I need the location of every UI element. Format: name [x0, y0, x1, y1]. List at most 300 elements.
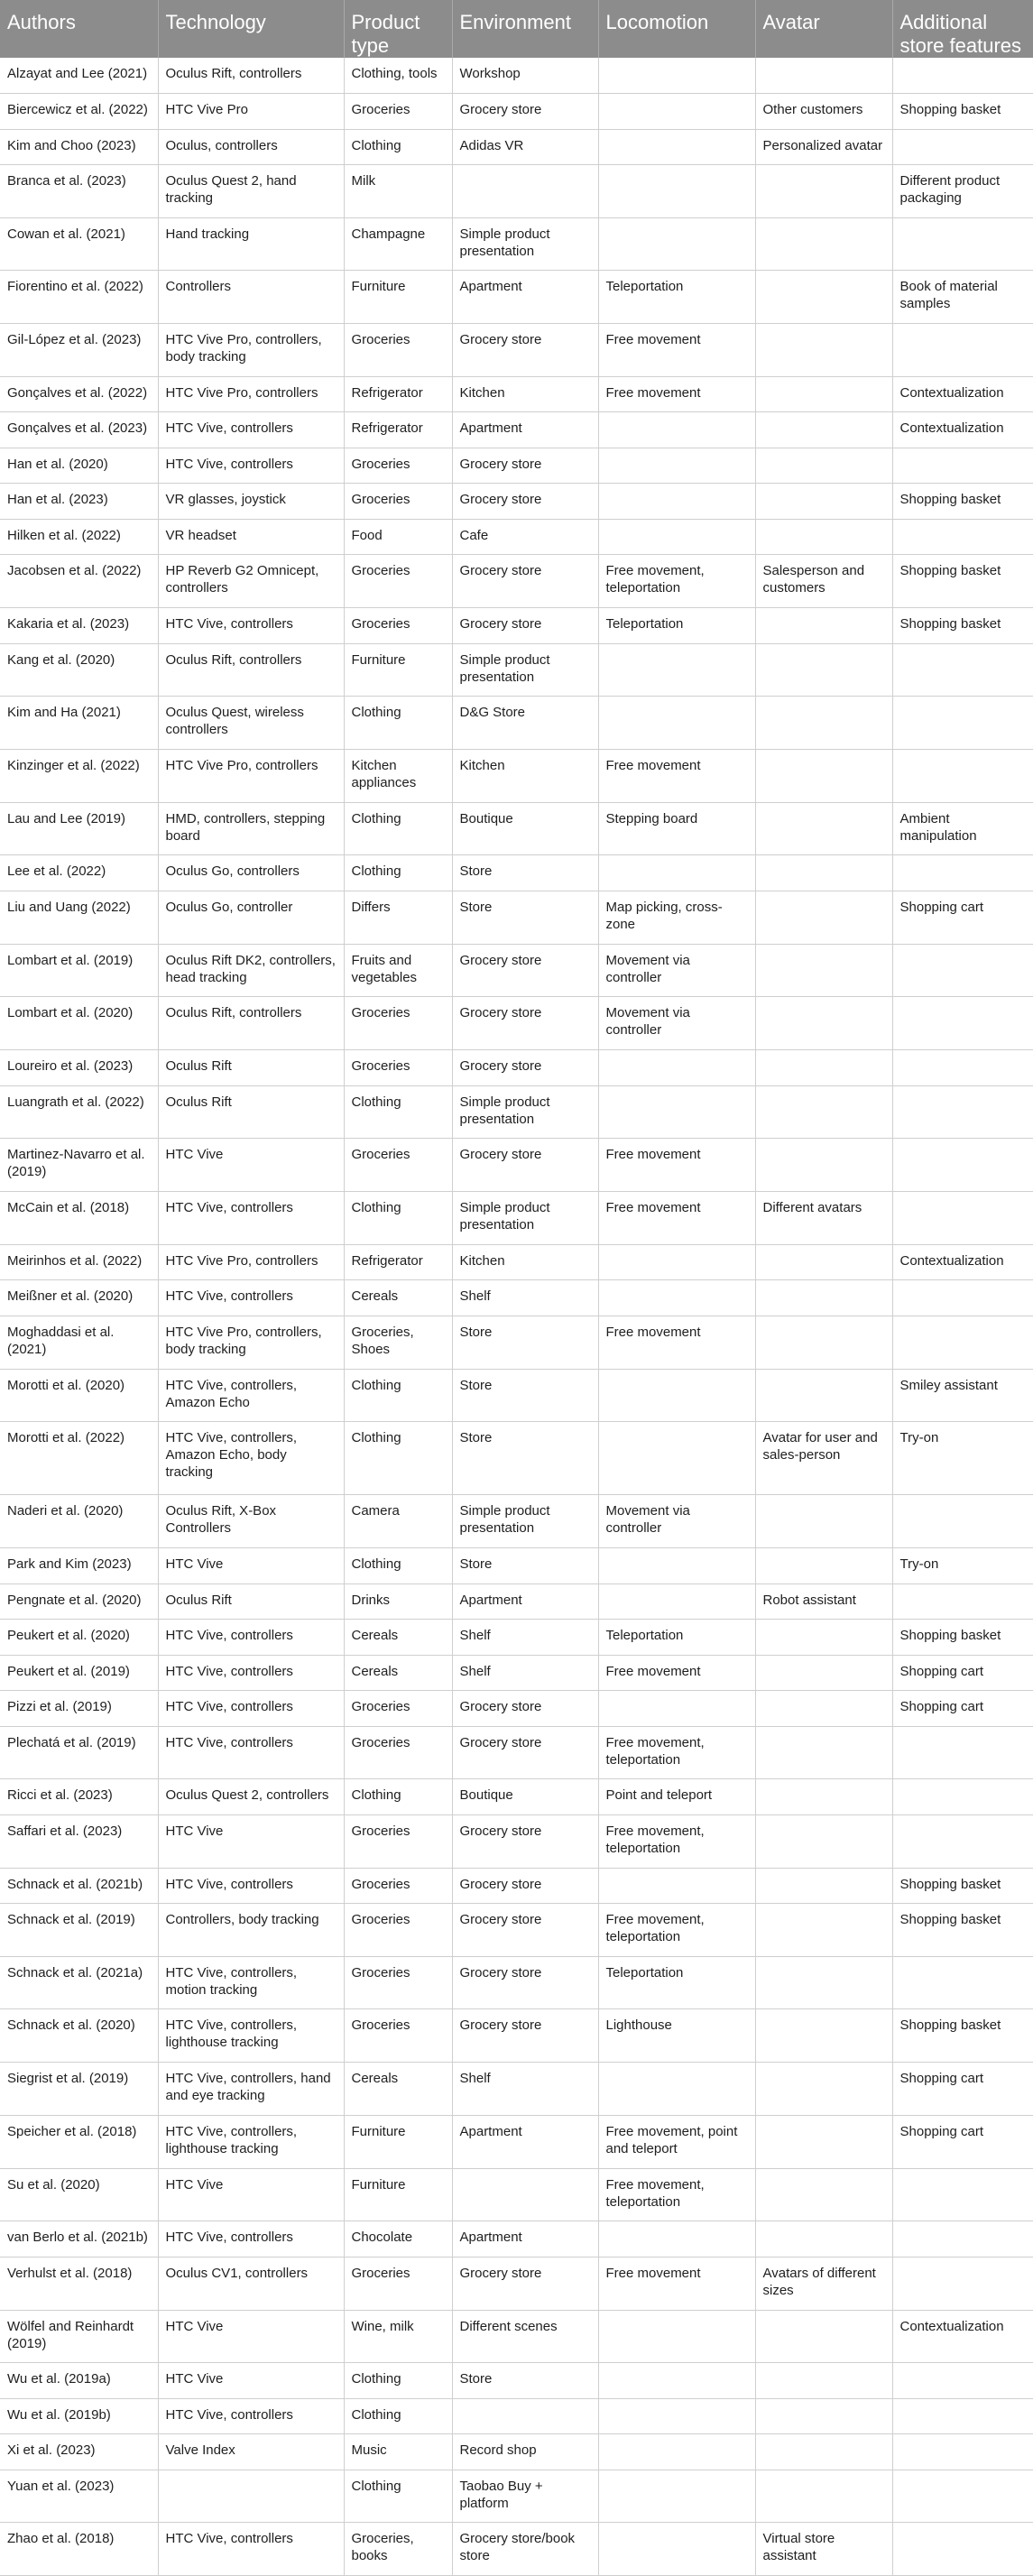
header-technology: Technology	[158, 0, 344, 58]
table-row	[0, 1726, 1033, 1779]
cell-environment: Store	[452, 1422, 598, 1495]
cell-locomotion: Free movement	[598, 2257, 755, 2310]
cell-locomotion: Free movement	[598, 1316, 755, 1369]
cell-technology: Oculus Rift	[158, 1583, 344, 1620]
cell-environment: Apartment	[452, 271, 598, 324]
table-row	[0, 2115, 1033, 2168]
cell-environment: Simple product presentation	[452, 643, 598, 697]
cell-authors: Speicher et al. (2018)	[0, 2115, 158, 2168]
cell-locomotion	[598, 58, 755, 94]
cell-locomotion	[598, 2363, 755, 2399]
table-row	[0, 2398, 1033, 2434]
cell-avatar	[755, 643, 892, 697]
cell-additional-store-features: Shopping cart	[892, 891, 1033, 944]
cell-locomotion: Teleportation	[598, 608, 755, 644]
header-product-type: Product type	[344, 0, 452, 58]
table-row	[0, 643, 1033, 697]
table-row	[0, 944, 1033, 997]
cell-authors: Fiorentino et al. (2022)	[0, 271, 158, 324]
cell-technology: Oculus, controllers	[158, 129, 344, 165]
cell-technology: HTC Vive Pro, controllers	[158, 1244, 344, 1280]
cell-avatar	[755, 2221, 892, 2257]
cell-additional-store-features: Shopping cart	[892, 2115, 1033, 2168]
cell-avatar	[755, 1620, 892, 1656]
cell-avatar	[755, 2398, 892, 2434]
cell-product-type: Clothing, tools	[344, 58, 452, 94]
cell-environment: Different scenes	[452, 2310, 598, 2363]
cell-authors: Meißner et al. (2020)	[0, 1280, 158, 1316]
table-row	[0, 1085, 1033, 1139]
cell-product-type: Cereals	[344, 1620, 452, 1656]
cell-environment: Grocery store	[452, 1139, 598, 1192]
cell-technology: Oculus Rift	[158, 1050, 344, 1086]
header-locomotion: Locomotion	[598, 0, 755, 58]
cell-environment: Apartment	[452, 2115, 598, 2168]
cell-environment	[452, 2398, 598, 2434]
cell-authors: Loureiro et al. (2023)	[0, 1050, 158, 1086]
cell-additional-store-features	[892, 2168, 1033, 2221]
cell-technology: HTC Vive	[158, 2363, 344, 2399]
cell-locomotion: Movement via controller	[598, 1495, 755, 1548]
cell-product-type: Groceries	[344, 1691, 452, 1727]
cell-product-type: Groceries	[344, 324, 452, 377]
cell-technology: HTC Vive, controllers	[158, 1726, 344, 1779]
cell-technology: HTC Vive, controllers, hand and eye tracking	[158, 2063, 344, 2116]
cell-environment: Kitchen	[452, 1244, 598, 1280]
cell-avatar	[755, 891, 892, 944]
table-row	[0, 2221, 1033, 2257]
cell-authors: Morotti et al. (2022)	[0, 1422, 158, 1495]
table-row	[0, 891, 1033, 944]
cell-technology: HTC Vive, controllers	[158, 2398, 344, 2434]
cell-product-type: Groceries	[344, 484, 452, 520]
cell-additional-store-features	[892, 1726, 1033, 1779]
cell-technology: HP Reverb G2 Omnicept, controllers	[158, 555, 344, 608]
cell-authors: Jacobsen et al. (2022)	[0, 555, 158, 608]
cell-technology: Oculus Quest 2, hand tracking	[158, 165, 344, 218]
cell-additional-store-features	[892, 1280, 1033, 1316]
cell-additional-store-features	[892, 1085, 1033, 1139]
cell-technology: HTC Vive, controllers	[158, 2523, 344, 2576]
table-row	[0, 750, 1033, 803]
cell-locomotion	[598, 2310, 755, 2363]
cell-product-type: Fruits and vegetables	[344, 944, 452, 997]
cell-authors: Kim and Choo (2023)	[0, 129, 158, 165]
cell-additional-store-features: Contextualization	[892, 2310, 1033, 2363]
table-row	[0, 2363, 1033, 2399]
table-row	[0, 129, 1033, 165]
cell-environment: Apartment	[452, 2221, 598, 2257]
cell-product-type: Cereals	[344, 2063, 452, 2116]
cell-avatar	[755, 1050, 892, 1086]
cell-additional-store-features	[892, 944, 1033, 997]
cell-additional-store-features: Book of material samples	[892, 271, 1033, 324]
cell-product-type: Refrigerator	[344, 376, 452, 412]
cell-product-type: Food	[344, 519, 452, 555]
cell-locomotion	[598, 1422, 755, 1495]
cell-locomotion	[598, 697, 755, 750]
cell-technology: Controllers, body tracking	[158, 1904, 344, 1957]
cell-environment: Grocery store	[452, 1814, 598, 1868]
cell-additional-store-features: Shopping cart	[892, 1691, 1033, 1727]
cell-authors: Wu et al. (2019b)	[0, 2398, 158, 2434]
cell-environment: Boutique	[452, 802, 598, 855]
cell-avatar: Virtual store assistant	[755, 2523, 892, 2576]
cell-environment: Store	[452, 1548, 598, 1584]
cell-technology: HTC Vive	[158, 1139, 344, 1192]
cell-authors: Branca et al. (2023)	[0, 165, 158, 218]
cell-environment: Simple product presentation	[452, 1495, 598, 1548]
cell-authors: Pizzi et al. (2019)	[0, 1691, 158, 1727]
cell-product-type: Groceries	[344, 608, 452, 644]
cell-authors: Kakaria et al. (2023)	[0, 608, 158, 644]
cell-authors: Schnack et al. (2021b)	[0, 1868, 158, 1904]
cell-technology: HTC Vive, controllers	[158, 1868, 344, 1904]
cell-authors: Gonçalves et al. (2023)	[0, 412, 158, 448]
cell-environment: Shelf	[452, 1655, 598, 1691]
cell-authors: Naderi et al. (2020)	[0, 1495, 158, 1548]
cell-product-type: Clothing	[344, 2470, 452, 2523]
cell-additional-store-features	[892, 2363, 1033, 2399]
cell-authors: Xi et al. (2023)	[0, 2434, 158, 2470]
cell-product-type: Clothing	[344, 1085, 452, 1139]
cell-authors: Lee et al. (2022)	[0, 855, 158, 891]
cell-avatar	[755, 448, 892, 484]
cell-technology: HTC Vive, controllers	[158, 1192, 344, 1245]
cell-additional-store-features	[892, 1139, 1033, 1192]
cell-locomotion: Stepping board	[598, 802, 755, 855]
table-row	[0, 217, 1033, 271]
cell-avatar: Salesperson and customers	[755, 555, 892, 608]
cell-locomotion: Lighthouse	[598, 2009, 755, 2063]
cell-locomotion	[598, 1369, 755, 1422]
cell-product-type: Refrigerator	[344, 412, 452, 448]
cell-locomotion	[598, 484, 755, 520]
cell-technology: Oculus Rift, controllers	[158, 997, 344, 1050]
cell-avatar	[755, 944, 892, 997]
cell-avatar	[755, 519, 892, 555]
cell-avatar	[755, 484, 892, 520]
table-row	[0, 1956, 1033, 2009]
cell-authors: Lombart et al. (2020)	[0, 997, 158, 1050]
cell-technology: HTC Vive, controllers, lighthouse tracking	[158, 2115, 344, 2168]
cell-technology: HTC Vive, controllers	[158, 1280, 344, 1316]
cell-authors: Yuan et al. (2023)	[0, 2470, 158, 2523]
cell-avatar	[755, 2168, 892, 2221]
table-row	[0, 2257, 1033, 2310]
cell-locomotion	[598, 129, 755, 165]
cell-authors: Moghaddasi et al. (2021)	[0, 1316, 158, 1369]
cell-technology: HMD, controllers, stepping board	[158, 802, 344, 855]
cell-authors: Kim and Ha (2021)	[0, 697, 158, 750]
cell-product-type: Music	[344, 2434, 452, 2470]
table-row	[0, 2434, 1033, 2470]
cell-technology: Oculus Quest 2, controllers	[158, 1779, 344, 1815]
cell-product-type: Clothing	[344, 802, 452, 855]
cell-authors: Lau and Lee (2019)	[0, 802, 158, 855]
cell-environment: Store	[452, 1369, 598, 1422]
cell-technology: VR headset	[158, 519, 344, 555]
cell-authors: Peukert et al. (2020)	[0, 1620, 158, 1656]
header-row	[0, 0, 1033, 58]
table-row	[0, 1422, 1033, 1495]
cell-product-type: Groceries	[344, 448, 452, 484]
cell-product-type: Clothing	[344, 2363, 452, 2399]
table-row	[0, 1369, 1033, 1422]
cell-environment: Shelf	[452, 1280, 598, 1316]
cell-avatar	[755, 1726, 892, 1779]
cell-technology: HTC Vive	[158, 1814, 344, 1868]
cell-locomotion: Free movement	[598, 750, 755, 803]
cell-additional-store-features: Smiley assistant	[892, 1369, 1033, 1422]
cell-environment: Simple product presentation	[452, 217, 598, 271]
cell-avatar	[755, 1280, 892, 1316]
cell-environment: Grocery store	[452, 1691, 598, 1727]
table-row	[0, 1655, 1033, 1691]
cell-environment: Grocery store	[452, 1726, 598, 1779]
table-header	[0, 0, 1033, 58]
cell-avatar	[755, 1316, 892, 1369]
cell-avatar	[755, 608, 892, 644]
table-row	[0, 1050, 1033, 1086]
table-row	[0, 697, 1033, 750]
cell-avatar	[755, 2434, 892, 2470]
table-row	[0, 855, 1033, 891]
cell-avatar: Other customers	[755, 94, 892, 130]
cell-technology: HTC Vive, controllers	[158, 2221, 344, 2257]
cell-locomotion	[598, 165, 755, 218]
table-row	[0, 1548, 1033, 1584]
cell-additional-store-features: Shopping cart	[892, 1655, 1033, 1691]
cell-environment: Shelf	[452, 2063, 598, 2116]
cell-environment: Store	[452, 2363, 598, 2399]
cell-avatar	[755, 1691, 892, 1727]
cell-technology: Oculus Rift, controllers	[158, 643, 344, 697]
cell-additional-store-features: Shopping basket	[892, 2009, 1033, 2063]
cell-product-type: Furniture	[344, 2168, 452, 2221]
cell-environment	[452, 2168, 598, 2221]
cell-additional-store-features	[892, 1583, 1033, 1620]
cell-avatar	[755, 412, 892, 448]
cell-additional-store-features	[892, 643, 1033, 697]
cell-authors: Schnack et al. (2021a)	[0, 1956, 158, 2009]
cell-environment: Grocery store	[452, 2009, 598, 2063]
cell-authors: Park and Kim (2023)	[0, 1548, 158, 1584]
cell-additional-store-features: Try-on	[892, 1548, 1033, 1584]
cell-environment: Store	[452, 1316, 598, 1369]
table-row	[0, 1192, 1033, 1245]
cell-avatar	[755, 1495, 892, 1548]
cell-avatar	[755, 1904, 892, 1957]
cell-locomotion	[598, 519, 755, 555]
table-row	[0, 1244, 1033, 1280]
cell-additional-store-features	[892, 2470, 1033, 2523]
cell-authors: Kinzinger et al. (2022)	[0, 750, 158, 803]
cell-technology: HTC Vive, controllers	[158, 412, 344, 448]
cell-environment: Kitchen	[452, 376, 598, 412]
cell-additional-store-features	[892, 1050, 1033, 1086]
table-row	[0, 412, 1033, 448]
cell-avatar	[755, 1085, 892, 1139]
table-row	[0, 58, 1033, 94]
cell-product-type: Groceries	[344, 555, 452, 608]
cell-product-type: Clothing	[344, 697, 452, 750]
cell-avatar	[755, 697, 892, 750]
table-row	[0, 94, 1033, 130]
cell-locomotion	[598, 217, 755, 271]
cell-product-type: Clothing	[344, 1548, 452, 1584]
cell-avatar	[755, 2063, 892, 2116]
cell-product-type: Milk	[344, 165, 452, 218]
cell-additional-store-features	[892, 750, 1033, 803]
cell-technology: HTC Vive, controllers, lighthouse tracking	[158, 2009, 344, 2063]
cell-avatar	[755, 2009, 892, 2063]
cell-environment: D&G Store	[452, 697, 598, 750]
cell-authors: van Berlo et al. (2021b)	[0, 2221, 158, 2257]
cell-locomotion	[598, 2398, 755, 2434]
cell-avatar	[755, 1139, 892, 1192]
header-additional-store-features: Additional store features	[892, 0, 1033, 58]
cell-locomotion: Map picking, cross-zone	[598, 891, 755, 944]
cell-additional-store-features: Contextualization	[892, 1244, 1033, 1280]
cell-locomotion	[598, 2063, 755, 2116]
cell-locomotion	[598, 94, 755, 130]
cell-additional-store-features	[892, 697, 1033, 750]
cell-locomotion	[598, 1280, 755, 1316]
cell-environment: Grocery store	[452, 94, 598, 130]
cell-avatar: Avatars of different sizes	[755, 2257, 892, 2310]
cell-product-type: Groceries	[344, 1904, 452, 1957]
cell-avatar: Different avatars	[755, 1192, 892, 1245]
cell-authors: Verhulst et al. (2018)	[0, 2257, 158, 2310]
cell-product-type: Groceries	[344, 2009, 452, 2063]
cell-locomotion	[598, 1868, 755, 1904]
cell-additional-store-features	[892, 1779, 1033, 1815]
cell-additional-store-features	[892, 855, 1033, 891]
cell-locomotion	[598, 2434, 755, 2470]
cell-product-type: Groceries	[344, 1956, 452, 2009]
table-row	[0, 2168, 1033, 2221]
cell-technology: Valve Index	[158, 2434, 344, 2470]
cell-product-type: Clothing	[344, 1369, 452, 1422]
cell-product-type: Groceries	[344, 2257, 452, 2310]
table-row	[0, 2470, 1033, 2523]
cell-avatar	[755, 1548, 892, 1584]
cell-environment: Grocery store	[452, 324, 598, 377]
cell-environment: Grocery store	[452, 944, 598, 997]
cell-authors: Wölfel and Reinhardt (2019)	[0, 2310, 158, 2363]
cell-avatar	[755, 750, 892, 803]
cell-avatar	[755, 2363, 892, 2399]
cell-technology: HTC Vive, controllers, Amazon Echo, body tracking	[158, 1422, 344, 1495]
cell-avatar	[755, 2115, 892, 2168]
cell-environment: Apartment	[452, 1583, 598, 1620]
cell-additional-store-features	[892, 2257, 1033, 2310]
cell-authors: Lombart et al. (2019)	[0, 944, 158, 997]
cell-avatar	[755, 1369, 892, 1422]
cell-environment: Boutique	[452, 1779, 598, 1815]
cell-technology: Oculus Go, controllers	[158, 855, 344, 891]
cell-avatar	[755, 2310, 892, 2363]
cell-product-type: Groceries	[344, 94, 452, 130]
cell-avatar	[755, 271, 892, 324]
cell-additional-store-features: Contextualization	[892, 376, 1033, 412]
table-row	[0, 1904, 1033, 1957]
cell-product-type: Kitchen appliances	[344, 750, 452, 803]
cell-authors: Schnack et al. (2020)	[0, 2009, 158, 2063]
cell-authors: Kang et al. (2020)	[0, 643, 158, 697]
table-row	[0, 2009, 1033, 2063]
cell-additional-store-features	[892, 1956, 1033, 2009]
header-authors: Authors	[0, 0, 158, 58]
table-row	[0, 1316, 1033, 1369]
cell-locomotion: Free movement	[598, 1655, 755, 1691]
cell-technology: Controllers	[158, 271, 344, 324]
cell-technology: HTC Vive, controllers, Amazon Echo	[158, 1369, 344, 1422]
cell-product-type: Champagne	[344, 217, 452, 271]
cell-technology: HTC Vive	[158, 1548, 344, 1584]
cell-product-type: Drinks	[344, 1583, 452, 1620]
header-environment: Environment	[452, 0, 598, 58]
cell-locomotion: Point and teleport	[598, 1779, 755, 1815]
cell-additional-store-features: Shopping cart	[892, 2063, 1033, 2116]
cell-locomotion: Teleportation	[598, 1620, 755, 1656]
cell-authors: Meirinhos et al. (2022)	[0, 1244, 158, 1280]
cell-additional-store-features: Shopping basket	[892, 1620, 1033, 1656]
table-row	[0, 519, 1033, 555]
cell-locomotion: Free movement, teleportation	[598, 1904, 755, 1957]
cell-environment: Kitchen	[452, 750, 598, 803]
cell-authors: Luangrath et al. (2022)	[0, 1085, 158, 1139]
cell-avatar	[755, 165, 892, 218]
cell-product-type: Groceries	[344, 1868, 452, 1904]
cell-product-type: Differs	[344, 891, 452, 944]
cell-environment: Grocery store	[452, 608, 598, 644]
cell-product-type: Clothing	[344, 855, 452, 891]
cell-additional-store-features: Shopping basket	[892, 608, 1033, 644]
cell-product-type: Clothing	[344, 129, 452, 165]
cell-technology: HTC Vive	[158, 2310, 344, 2363]
table-row	[0, 376, 1033, 412]
cell-product-type: Groceries	[344, 1814, 452, 1868]
cell-authors: Zhao et al. (2018)	[0, 2523, 158, 2576]
cell-product-type: Furniture	[344, 643, 452, 697]
cell-environment: Grocery store	[452, 997, 598, 1050]
cell-technology: Oculus Quest, wireless controllers	[158, 697, 344, 750]
cell-avatar: Avatar for user and sales-person	[755, 1422, 892, 1495]
table-body	[0, 58, 1033, 2576]
table-row	[0, 1779, 1033, 1815]
table-row	[0, 1868, 1033, 1904]
cell-authors: McCain et al. (2018)	[0, 1192, 158, 1245]
cell-technology: HTC Vive Pro, controllers	[158, 750, 344, 803]
cell-locomotion	[598, 2221, 755, 2257]
cell-avatar	[755, 58, 892, 94]
cell-product-type: Furniture	[344, 2115, 452, 2168]
cell-avatar: Robot assistant	[755, 1583, 892, 1620]
cell-environment: Grocery store	[452, 1956, 598, 2009]
cell-product-type: Cereals	[344, 1655, 452, 1691]
cell-additional-store-features	[892, 1814, 1033, 1868]
cell-technology: Hand tracking	[158, 217, 344, 271]
table-row	[0, 484, 1033, 520]
cell-locomotion: Free movement	[598, 376, 755, 412]
cell-product-type: Chocolate	[344, 2221, 452, 2257]
cell-authors: Ricci et al. (2023)	[0, 1779, 158, 1815]
cell-environment: Grocery store	[452, 1904, 598, 1957]
cell-environment: Grocery store	[452, 2257, 598, 2310]
cell-environment: Workshop	[452, 58, 598, 94]
